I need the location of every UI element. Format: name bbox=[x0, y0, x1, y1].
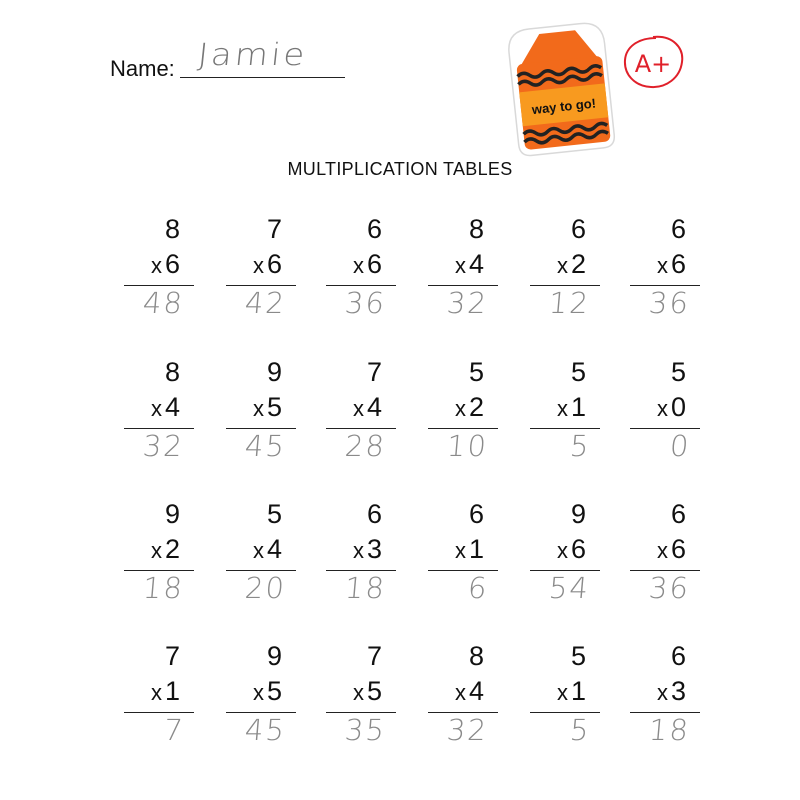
student-answer: 10 bbox=[445, 429, 490, 463]
multiplier-line bbox=[353, 249, 382, 281]
multiplicand: 9 bbox=[164, 499, 180, 529]
problem-item bbox=[530, 641, 600, 759]
problem-item bbox=[530, 214, 600, 332]
problem-item bbox=[428, 357, 498, 475]
multiplier: 4 bbox=[468, 676, 484, 706]
student-answer: 12 bbox=[547, 286, 592, 320]
multiplicand: 5 bbox=[570, 357, 586, 387]
multiplicand: 6 bbox=[570, 214, 586, 244]
times-sign: x bbox=[352, 396, 364, 421]
problem-item bbox=[226, 499, 296, 617]
times-sign: x bbox=[454, 680, 466, 705]
multiplicand: 8 bbox=[468, 214, 484, 244]
problem-item bbox=[428, 214, 498, 332]
multiplier: 2 bbox=[570, 249, 586, 279]
name-label: Name: bbox=[110, 56, 175, 81]
multiplicand: 6 bbox=[670, 214, 686, 244]
student-answer: 20 bbox=[243, 571, 288, 605]
student-answer: 32 bbox=[141, 429, 186, 463]
multiplicand: 9 bbox=[570, 499, 586, 529]
problem-item bbox=[226, 641, 296, 759]
problem-item bbox=[326, 357, 396, 475]
times-sign: x bbox=[352, 680, 364, 705]
student-answer: 45 bbox=[243, 713, 288, 747]
multiplier-line bbox=[557, 534, 586, 566]
multiplier-line bbox=[657, 249, 686, 281]
multiplicand: 5 bbox=[266, 499, 282, 529]
multiplier: 4 bbox=[366, 392, 382, 422]
multiplier-line bbox=[151, 392, 180, 424]
multiplier: 6 bbox=[670, 534, 686, 564]
student-answer: 35 bbox=[343, 713, 388, 747]
times-sign: x bbox=[150, 538, 162, 563]
multiplier-line bbox=[151, 534, 180, 566]
multiplier: 4 bbox=[164, 392, 180, 422]
multiplier: 1 bbox=[164, 676, 180, 706]
multiplier: 3 bbox=[366, 534, 382, 564]
multiplier: 5 bbox=[366, 676, 382, 706]
times-sign: x bbox=[454, 253, 466, 278]
times-sign: x bbox=[656, 680, 668, 705]
multiplier-line bbox=[557, 249, 586, 281]
multiplicand: 5 bbox=[670, 357, 686, 387]
multiplier-line bbox=[151, 676, 180, 708]
student-answer: 5 bbox=[568, 429, 592, 463]
multiplier-line bbox=[657, 392, 686, 424]
times-sign: x bbox=[252, 680, 264, 705]
multiplier-line bbox=[353, 534, 382, 566]
times-sign: x bbox=[150, 396, 162, 421]
multiplier-line bbox=[557, 392, 586, 424]
student-answer: 36 bbox=[647, 286, 692, 320]
multiplier-line bbox=[151, 249, 180, 281]
multiplier: 6 bbox=[366, 249, 382, 279]
multiplier-line bbox=[455, 676, 484, 708]
multiplicand: 9 bbox=[266, 357, 282, 387]
problem-item bbox=[428, 641, 498, 759]
multiplier-line bbox=[657, 676, 686, 708]
grade-text: A+ bbox=[634, 50, 672, 78]
multiplier-line bbox=[455, 534, 484, 566]
problem-item bbox=[326, 214, 396, 332]
problem-item bbox=[630, 357, 700, 475]
multiplier-line bbox=[557, 676, 586, 708]
multiplicand: 5 bbox=[468, 357, 484, 387]
student-answer: 18 bbox=[647, 713, 692, 747]
page-title: MULTIPLICATION TABLES bbox=[287, 159, 513, 179]
problem-item bbox=[428, 499, 498, 617]
times-sign: x bbox=[252, 538, 264, 563]
times-sign: x bbox=[656, 396, 668, 421]
multiplier: 6 bbox=[570, 534, 586, 564]
problem-item bbox=[124, 641, 194, 759]
problem-item bbox=[630, 214, 700, 332]
multiplier: 2 bbox=[468, 392, 484, 422]
multiplicand: 7 bbox=[266, 214, 282, 244]
multiplier-line bbox=[657, 534, 686, 566]
multiplicand: 8 bbox=[164, 357, 180, 387]
multiplier: 5 bbox=[266, 676, 282, 706]
times-sign: x bbox=[656, 538, 668, 563]
problem-item bbox=[124, 214, 194, 332]
multiplicand: 6 bbox=[366, 499, 382, 529]
problem-item bbox=[630, 499, 700, 617]
multiplicand: 5 bbox=[570, 641, 586, 671]
multiplier: 6 bbox=[670, 249, 686, 279]
times-sign: x bbox=[352, 253, 364, 278]
student-answer: 6 bbox=[466, 571, 490, 605]
multiplier-line bbox=[253, 676, 282, 708]
problem-item bbox=[326, 499, 396, 617]
multiplicand: 9 bbox=[266, 641, 282, 671]
multiplicand: 7 bbox=[366, 641, 382, 671]
multiplier: 6 bbox=[164, 249, 180, 279]
student-answer: 7 bbox=[162, 713, 186, 747]
multiplier-line bbox=[353, 676, 382, 708]
multiplicand: 6 bbox=[670, 499, 686, 529]
student-answer: 32 bbox=[445, 286, 490, 320]
problem-item bbox=[530, 499, 600, 617]
student-answer: 54 bbox=[547, 571, 592, 605]
times-sign: x bbox=[150, 253, 162, 278]
times-sign: x bbox=[656, 253, 668, 278]
times-sign: x bbox=[454, 396, 466, 421]
multiplier-line bbox=[253, 249, 282, 281]
student-answer: 5 bbox=[568, 713, 592, 747]
name-underline bbox=[180, 77, 345, 78]
multiplier: 1 bbox=[570, 676, 586, 706]
multiplier: 1 bbox=[468, 534, 484, 564]
multiplier-line bbox=[253, 534, 282, 566]
multiplier: 6 bbox=[266, 249, 282, 279]
multiplier-line bbox=[353, 392, 382, 424]
multiplier: 4 bbox=[266, 534, 282, 564]
multiplicand: 7 bbox=[164, 641, 180, 671]
multiplier-line bbox=[253, 392, 282, 424]
multiplier: 4 bbox=[468, 249, 484, 279]
student-answer: 42 bbox=[243, 286, 288, 320]
student-answer: 32 bbox=[445, 713, 490, 747]
multiplier: 3 bbox=[670, 676, 686, 706]
crayon-sticker-icon bbox=[498, 13, 624, 164]
times-sign: x bbox=[556, 253, 568, 278]
sticker-text: way to go! bbox=[531, 95, 597, 118]
grade-mark bbox=[618, 32, 688, 92]
problem-item bbox=[530, 357, 600, 475]
student-answer: 28 bbox=[343, 429, 388, 463]
times-sign: x bbox=[556, 680, 568, 705]
times-sign: x bbox=[454, 538, 466, 563]
student-answer: 18 bbox=[141, 571, 186, 605]
student-answer: 18 bbox=[343, 571, 388, 605]
multiplier: 2 bbox=[164, 534, 180, 564]
multiplicand: 8 bbox=[468, 641, 484, 671]
problem-item bbox=[226, 214, 296, 332]
multiplicand: 6 bbox=[468, 499, 484, 529]
problem-item bbox=[226, 357, 296, 475]
multiplier: 5 bbox=[266, 392, 282, 422]
multiplicand: 7 bbox=[366, 357, 382, 387]
problem-item bbox=[124, 357, 194, 475]
student-answer: 48 bbox=[141, 286, 186, 320]
times-sign: x bbox=[150, 680, 162, 705]
times-sign: x bbox=[352, 538, 364, 563]
problem-item bbox=[326, 641, 396, 759]
student-answer: 0 bbox=[668, 429, 692, 463]
multiplicand: 6 bbox=[670, 641, 686, 671]
multiplier-line bbox=[455, 392, 484, 424]
student-answer: 36 bbox=[343, 286, 388, 320]
multiplier: 1 bbox=[570, 392, 586, 422]
student-answer: 36 bbox=[647, 571, 692, 605]
times-sign: x bbox=[556, 396, 568, 421]
times-sign: x bbox=[252, 396, 264, 421]
multiplicand: 8 bbox=[164, 214, 180, 244]
times-sign: x bbox=[252, 253, 264, 278]
student-answer: 45 bbox=[243, 429, 288, 463]
multiplicand: 6 bbox=[366, 214, 382, 244]
times-sign: x bbox=[556, 538, 568, 563]
problem-item bbox=[124, 499, 194, 617]
multiplier: 0 bbox=[670, 392, 686, 422]
problem-item bbox=[630, 641, 700, 759]
multiplier-line bbox=[455, 249, 484, 281]
student-name: Jamie bbox=[196, 37, 310, 73]
